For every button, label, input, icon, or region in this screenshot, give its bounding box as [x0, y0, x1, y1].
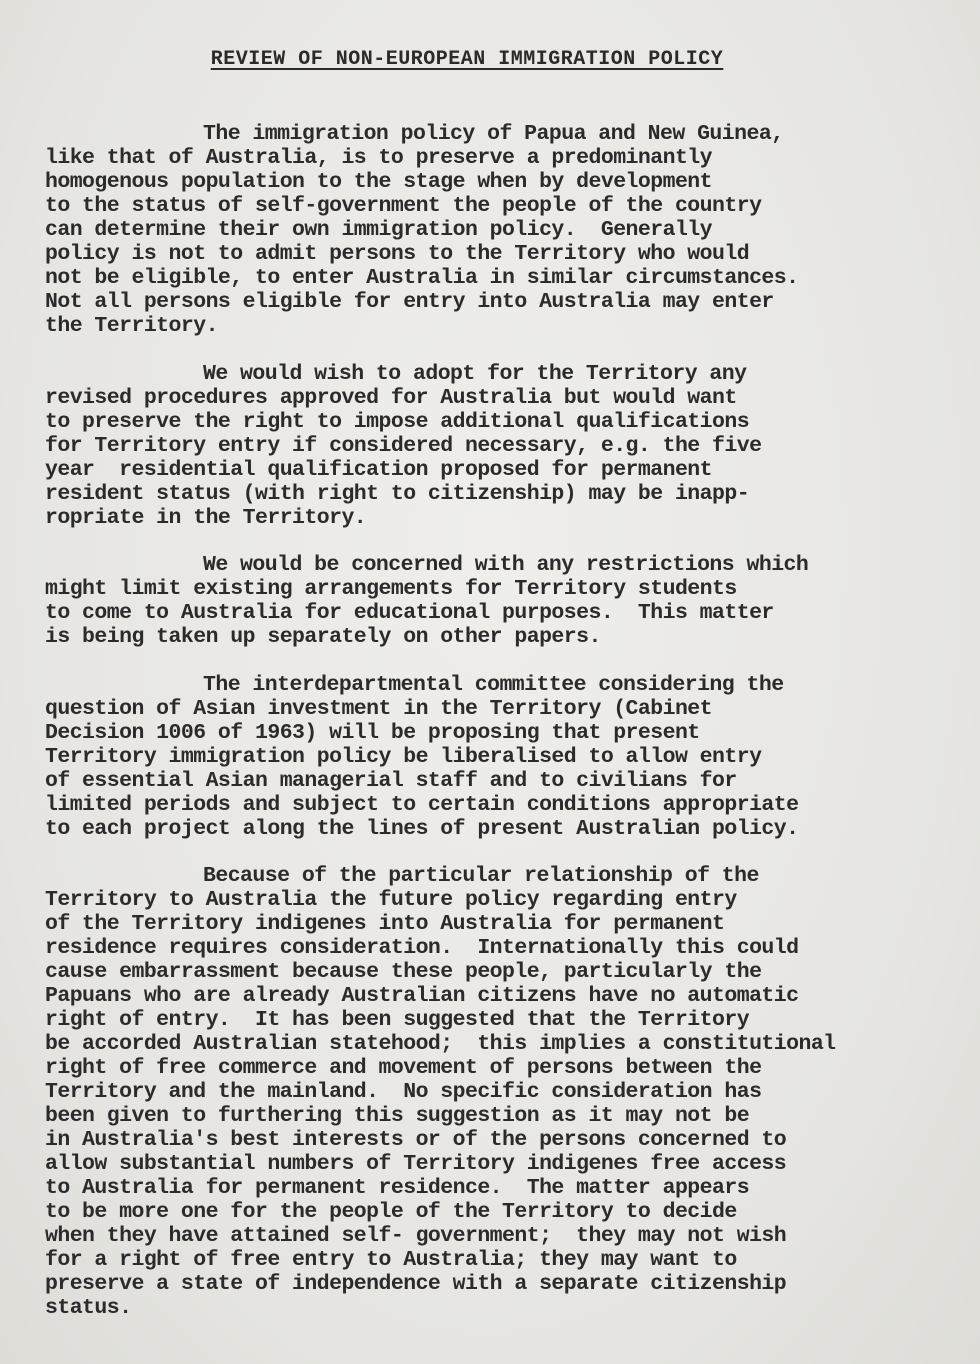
- text-line: Territory to Australia the future policy regarding entry: [45, 888, 737, 912]
- text-line: resident status (with right to citizenship) may be inapp-: [45, 482, 750, 506]
- text-line: might limit existing arrangements for Territory students: [45, 577, 737, 601]
- text-line: year residential qualification proposed for permanent: [45, 458, 713, 482]
- text-line: right of free commerce and movement of persons between the: [45, 1056, 762, 1080]
- text-line: The interdepartmental committee considering the: [203, 673, 784, 697]
- text-line: question of Asian investment in the Territory (Cabinet: [45, 697, 713, 721]
- text-line: of the Territory indigenes into Australia for permanent: [45, 912, 725, 936]
- text-line: been given to furthering this suggestion as it may not be: [45, 1104, 750, 1128]
- document-title: REVIEW OF NON-EUROPEAN IMMIGRATION POLICY: [210, 48, 724, 71]
- text-line: is being taken up separately on other papers.: [45, 625, 601, 649]
- text-line: like that of Australia, is to preserve a predominantly: [45, 146, 713, 170]
- text-line: be accorded Australian statehood; this implies a constitutional: [45, 1032, 836, 1056]
- text-line: policy is not to admit persons to the Territory who would: [45, 242, 750, 266]
- text-line: can determine their own immigration policy. Generally: [45, 218, 713, 242]
- text-line: Territory immigration policy be liberalised to allow entry: [45, 745, 762, 769]
- text-line: cause embarrassment because these people, particularly the: [45, 960, 762, 984]
- text-line: We would be concerned with any restrictions which: [203, 553, 809, 577]
- text-line: Papuans who are already Australian citizens have no automatic: [45, 984, 799, 1008]
- text-line: homogenous population to the stage when by development: [45, 170, 713, 194]
- text-line: when they have attained self- government; they may not wish: [45, 1224, 787, 1248]
- text-line: residence requires consideration. Internationally this could: [45, 936, 799, 960]
- text-line: ropriate in the Territory.: [45, 506, 367, 530]
- text-line: Decision 1006 of 1963) will be proposing that present: [45, 721, 700, 745]
- text-line: allow substantial numbers of Territory indigenes free access: [45, 1152, 787, 1176]
- text-line: in Australia's best interests or of the persons concerned to: [45, 1128, 787, 1152]
- text-line: not be eligible, to enter Australia in similar circumstances.: [45, 266, 799, 290]
- text-line: Territory and the mainland. No specific consideration has: [45, 1080, 762, 1104]
- text-line: status.: [45, 1296, 132, 1320]
- text-line: to preserve the right to impose additional qualifications: [45, 410, 750, 434]
- text-line: limited periods and subject to certain conditions appropriate: [45, 793, 799, 817]
- text-line: right of entry. It has been suggested that the Territory: [45, 1008, 750, 1032]
- text-line: for a right of free entry to Australia; they may want to: [45, 1248, 737, 1272]
- text-line: to Australia for permanent residence. The matter appears: [45, 1176, 750, 1200]
- text-line: for Territory entry if considered necessary, e.g. the five: [45, 434, 762, 458]
- text-line: revised procedures approved for Australia but would want: [45, 386, 737, 410]
- text-line: the Territory.: [45, 314, 218, 338]
- text-line: We would wish to adopt for the Territory any: [203, 362, 747, 386]
- text-line: to each project along the lines of present Australian policy.: [45, 817, 799, 841]
- text-line: The immigration policy of Papua and New Guinea,: [203, 122, 784, 146]
- text-line: to the status of self-government the people of the country: [45, 194, 762, 218]
- text-line: to be more one for the people of the Territory to decide: [45, 1200, 737, 1224]
- text-line: to come to Australia for educational purposes. This matter: [45, 601, 774, 625]
- text-line: Because of the particular relationship of the: [203, 864, 759, 888]
- text-line: preserve a state of independence with a separate citizenship: [45, 1272, 787, 1296]
- text-line: Not all persons eligible for entry into Australia may enter: [45, 290, 774, 314]
- text-line: of essential Asian managerial staff and to civilians for: [45, 769, 737, 793]
